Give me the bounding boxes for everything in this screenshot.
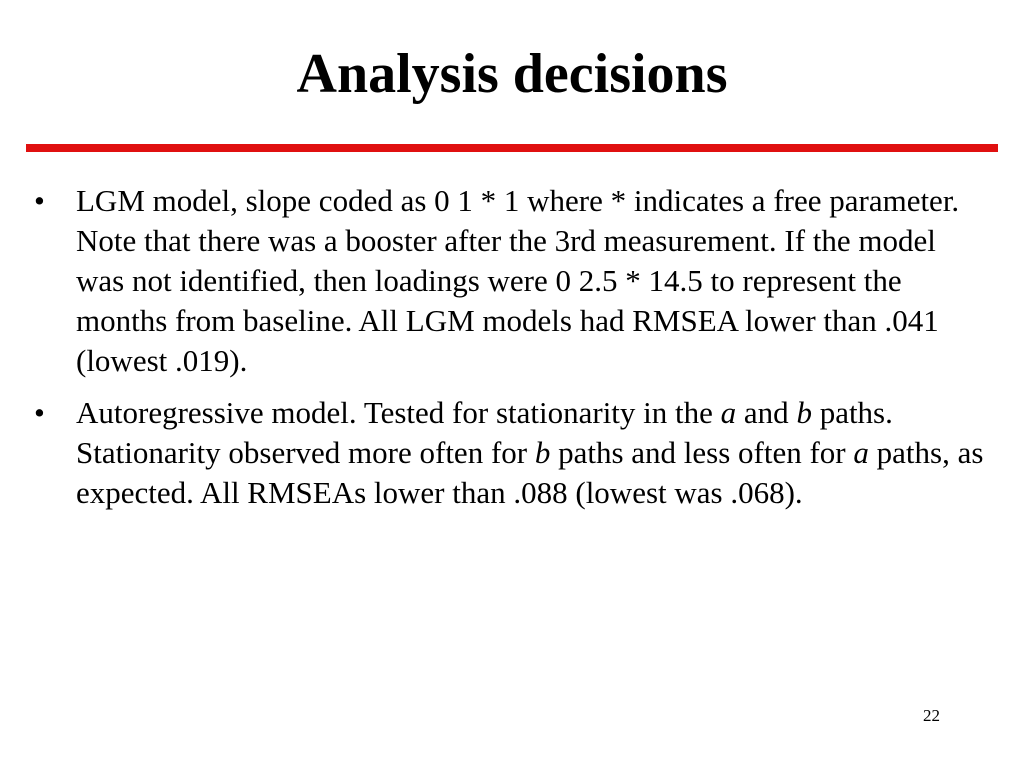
bullet-text-segment: paths and less often for bbox=[550, 435, 854, 470]
bullet-icon: • bbox=[34, 183, 45, 218]
bullet-item bbox=[34, 181, 984, 381]
slide-title: Analysis decisions bbox=[296, 43, 728, 105]
path-label-italic: b bbox=[796, 395, 812, 430]
path-label-italic: b bbox=[534, 435, 551, 470]
bullet-text bbox=[76, 183, 959, 378]
bullet-text-segment: LGM model, slope coded as 0 1 * 1 where * indicates a free parameter. Note that there was a booster after the 3rd measurement. If the model was not identified, then loadings were 0 2.5 * 14.5 to represent the months from baseline. All LGM models had RMSEA lower than .041 (lowest .019). bbox=[76, 183, 960, 378]
title-divider bbox=[26, 144, 998, 152]
bullet-text-segment: Autoregressive model. Tested for stationarity in the bbox=[76, 395, 721, 430]
page-number: 22 bbox=[923, 706, 940, 725]
bullet-icon: • bbox=[34, 395, 45, 430]
bullet-list bbox=[34, 181, 984, 525]
bullet-text bbox=[76, 395, 983, 510]
path-label-italic: a bbox=[853, 435, 869, 470]
bullet-text-segment: paths. Stationarity observed more often for bbox=[76, 395, 893, 470]
bullet-text-segment: paths, as expected. All RMSEAs lower than .088 (lowest was .068). bbox=[76, 435, 984, 510]
bullet-item bbox=[34, 393, 984, 513]
path-label-italic: a bbox=[720, 395, 737, 430]
bullet-text-segment: and bbox=[736, 395, 797, 430]
